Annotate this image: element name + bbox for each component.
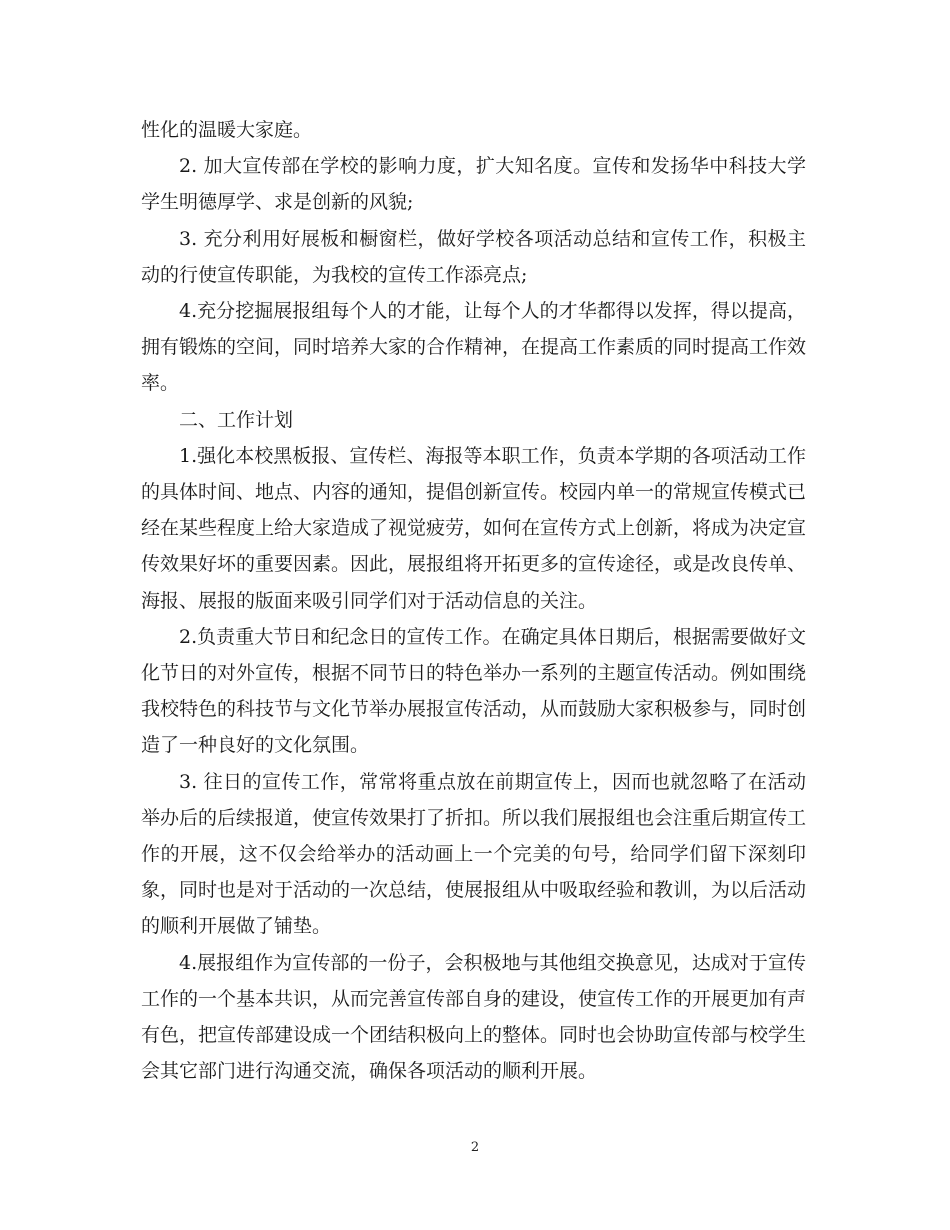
paragraph-plan-2: 2.负责重大节日和纪念日的宣传工作。在确定具体日期后，根据需要做好文化节日的对外宣传，根据不同节日的特色举办一系列的主题宣传活动。例如围绕我校特色的科技节与文化节举办展报宣传活动，从而鼓励大家积极参与，同时创造了一种良好的文化氛围。 xyxy=(141,625,807,757)
document-body xyxy=(141,112,806,1089)
paragraph-plan-4: 4.展报组作为宣传部的一份子，会积极地与其他组交换意见，达成对于宣传工作的一个基本共识，从而完善宣传部自身的建设，使宣传工作的开展更加有声有色，把宣传部建设成一个团结积极向上的整体。同时也会协助宣传部与校学生会其它部门进行沟通交流，确保各项活动的顺利开展。 xyxy=(141,951,807,1083)
paragraph-goal-4: 4.充分挖掘展报组每个人的才能，让每个人的才华都得以发挥，得以提高，拥有锻炼的空间，同时培养大家的合作精神，在提高工作素质的同时提高工作效率。 xyxy=(141,300,807,395)
paragraph-plan-1: 1.强化本校黑板报、宣传栏、海报等本职工作，负责本学期的各项活动工作的具体时间、地点、内容的通知，提倡创新宣传。校园内单一的常规宣传模式已经在某些程度上给大家造成了视觉疲劳，如何在宣传方式上创新，将成为决定宣传效果好坏的重要因素。因此，展报组将开拓更多的宣传途径，或是改良传单、海报、展报的版面来吸引同学们对于活动信息的关注。 xyxy=(141,444,807,612)
paragraph-goal-2: 2. 加大宣传部在学校的影响力度，扩大知名度。宣传和发扬华中科技大学学生明德厚学、求是创新的风貌; xyxy=(141,155,806,214)
paragraph-continuation: 性化的温暖大家庭。 xyxy=(141,119,313,141)
paragraph-plan-3: 3. 往日的宣传工作，常常将重点放在前期宣传上，因而也就忽略了在活动举办后的后续报道，使宣传效果打了折扣。所以我们展报组也会注重后期宣传工作的开展，这不仅会给举办的活动画上一个完美的句号，给同学们留下深刻印象，同时也是对于活动的一次总结，使展报组从中吸取经验和教训，为以后活动的顺利开展做了铺垫。 xyxy=(141,770,807,938)
page-number: 2 xyxy=(470,1140,480,1155)
paragraph-goal-3: 3. 充分利用好展板和橱窗栏，做好学校各项活动总结和宣传工作，积极主动的行使宣传职能，为我校的宣传工作添亮点; xyxy=(141,227,806,286)
section-heading-work-plan: 二、工作计划 xyxy=(179,408,294,431)
